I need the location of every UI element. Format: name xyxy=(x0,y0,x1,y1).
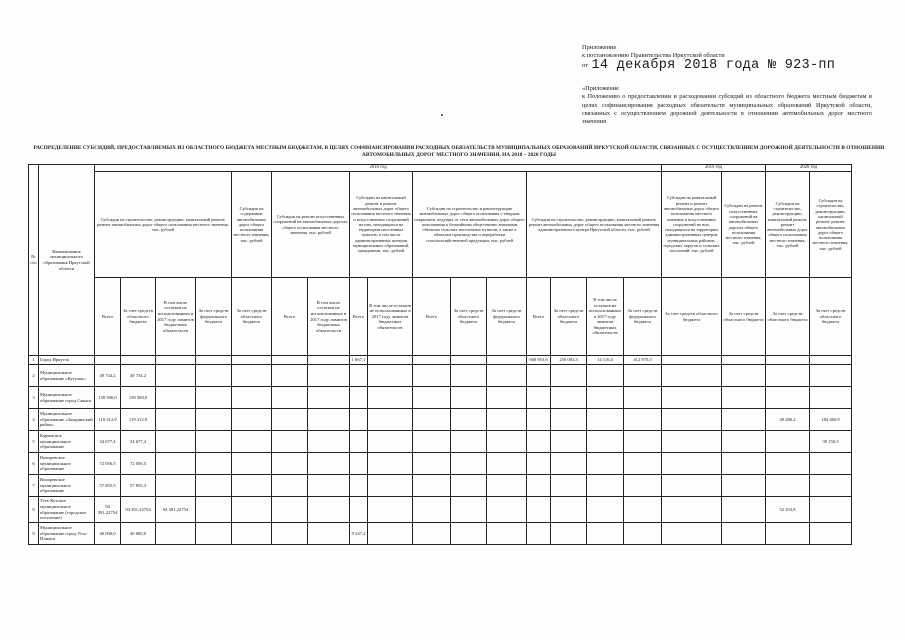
row-value-g6r xyxy=(587,365,624,387)
row-number: 5 xyxy=(29,431,39,453)
row-value-g6f xyxy=(624,497,662,523)
row-value-g6v: 668 953,6 xyxy=(527,356,551,365)
row-value-g3v xyxy=(272,431,308,453)
row-value-g2 xyxy=(232,409,272,431)
row-value-g6o: 256 083,3 xyxy=(551,356,587,365)
row-value-g10 xyxy=(810,523,852,545)
row-value-g2 xyxy=(232,453,272,475)
row-value-g3r xyxy=(308,497,350,523)
row-value-g5v xyxy=(413,523,451,545)
table-row xyxy=(29,431,852,453)
row-value-g6r: 14 116,4 xyxy=(587,356,624,365)
row-value-g3v xyxy=(272,356,308,365)
row-value-g7 xyxy=(662,475,722,497)
sub-oblast: За счет средств областного бюджета xyxy=(121,278,156,356)
row-value-g5o xyxy=(451,431,487,453)
row-value-g4r xyxy=(368,523,413,545)
row-value-g5f xyxy=(487,387,527,409)
row-value-g3r xyxy=(308,409,350,431)
row-value-g4r xyxy=(368,475,413,497)
row-value-g6v xyxy=(527,523,551,545)
row-value-g1f xyxy=(196,365,232,387)
sub-oblast-8: За счет средств областного бюджета xyxy=(722,278,766,356)
row-value-g6o xyxy=(551,523,587,545)
row-value-g7 xyxy=(662,523,722,545)
row-value-g3r xyxy=(308,475,350,497)
row-value-g4r xyxy=(368,365,413,387)
sub-vsego-4: Всего xyxy=(350,278,368,356)
header-group-10: Субсидии на строительство, реконструкцию, капитальный ремонт, ремонт автомобильных дорог общего пользования местного значения, тыс. рублей xyxy=(810,172,852,278)
row-value-g7 xyxy=(662,356,722,365)
sub-vsego-3: Всего xyxy=(272,278,308,356)
row-value-g5f xyxy=(487,523,527,545)
row-value-g7 xyxy=(662,431,722,453)
row-value-g6f xyxy=(624,431,662,453)
row-value-g1f xyxy=(196,523,232,545)
row-value-g2 xyxy=(232,497,272,523)
row-value-g4v xyxy=(350,497,368,523)
row-name: Муниципальное образование город Саянск xyxy=(39,387,95,409)
row-value-g6r xyxy=(587,387,624,409)
row-value-g9 xyxy=(766,431,810,453)
header-group-1: Субсидии на строительство, реконструкцию, капитальный ремонт, ремонт автомобильных дорог общего пользования местного значения, тыс. рублей xyxy=(95,172,232,278)
row-value-g1v: 57 855,3 xyxy=(95,475,121,497)
row-value-g6r xyxy=(587,475,624,497)
table-row xyxy=(29,497,852,523)
row-value-g3v xyxy=(272,409,308,431)
row-value-g5f xyxy=(487,409,527,431)
document-title: РАСПРЕДЕЛЕНИЕ СУБСИДИЙ, ПРЕДОСТАВЛЯЕМЫХ ИЗ ОБЛАСТНОГО БЮДЖЕТА МЕСТНЫМ БЮДЖЕТАМ, В ЦЕЛЯХ СОФИНАНСИРОВАНИЯ РАСХОДНЫХ ОБЯЗАТЕЛЬСТВ МУНИЦИПАЛЬНЫХ ОБРАЗОВАНИЙ ИРКУТСКОЙ ОБЛАСТИ, СВЯЗАННЫХ С ОСУЩЕСТВЛЕНИЕМ ДОРОЖНОЙ ДЕЯТЕЛЬНОСТИ В ОТНОШЕНИИ АВТОМОБИЛЬНЫХ ДОРОГ МЕСТНОГО ЗНАЧЕНИЯ, НА 2018 – 2020 ГОДЫ xyxy=(33,145,885,158)
row-value-g7 xyxy=(662,365,722,387)
row-value-g3r xyxy=(308,365,350,387)
row-value-g1v: 72 056,5 xyxy=(95,453,121,475)
row-number: 3 xyxy=(29,387,39,409)
header-group-8: Субсидии на ремонт искусственных сооружений на автомобильных дорогах общего пользования местного значения, тыс. рублей xyxy=(722,172,766,278)
row-value-g6r xyxy=(587,523,624,545)
row-value-g5o xyxy=(451,356,487,365)
header-year-2019: 2019 год xyxy=(662,165,766,172)
row-value-g4r xyxy=(368,409,413,431)
row-value-g4v xyxy=(350,365,368,387)
sub-vsego-5: Всего xyxy=(413,278,451,356)
row-value-g6f xyxy=(624,365,662,387)
row-value-g5v xyxy=(413,365,451,387)
row-value-g6v xyxy=(527,475,551,497)
row-value-g5o xyxy=(451,387,487,409)
row-value-g6o xyxy=(551,365,587,387)
table-body xyxy=(29,356,852,545)
row-value-g6f xyxy=(624,387,662,409)
row-value-g5o xyxy=(451,365,487,387)
row-value-g9 xyxy=(766,453,810,475)
row-value-g1f xyxy=(196,497,232,523)
row-value-g6r xyxy=(587,497,624,523)
sub-remains-4: В том числе остатков не использованных в 2017 году лимитов бюджетных обязательств xyxy=(368,278,413,356)
speck xyxy=(441,114,443,116)
row-value-g7 xyxy=(662,387,722,409)
row-value-g3v xyxy=(272,523,308,545)
row-value-g8 xyxy=(722,497,766,523)
row-number: 7 xyxy=(29,475,39,497)
row-value-g5f xyxy=(487,356,527,365)
annex-text: к Положению о предоставлении и расходовании субсидий из областного бюджета местным бюджетам в целях софинансирования расходных обязательств муниципальных образований Иркутской области, связанных с осуществлением дорожной деятельности в отношении автомобильных дорог местного значения xyxy=(582,93,872,126)
annex-block xyxy=(582,85,872,126)
sub-oblast-7: За счет средств областного бюджета xyxy=(662,278,722,356)
row-value-g3r xyxy=(308,431,350,453)
header-group-2: Субсидии на содержание автомобильных дорог общего пользования местного значения, тыс. рублей xyxy=(232,172,272,278)
row-value-g10 xyxy=(810,497,852,523)
row-value-g1v: 40 000,0 xyxy=(95,523,121,545)
row-value-g8 xyxy=(722,453,766,475)
row-name: Усть-Кутское муниципальное образование (городское поселение) xyxy=(39,497,95,523)
row-name: Город Иркутск xyxy=(39,356,95,365)
row-value-g6o xyxy=(551,497,587,523)
table-row xyxy=(29,356,852,365)
row-value-g6o xyxy=(551,453,587,475)
row-value-g4v: 9 347,2 xyxy=(350,523,368,545)
table-row xyxy=(29,523,852,545)
row-value-g1v xyxy=(95,356,121,365)
row-name: Карымское муниципальное образование xyxy=(39,431,95,453)
row-value-g9 xyxy=(766,475,810,497)
approval-handwritten-date: 14 декабря 2018 года № 923-пп xyxy=(591,57,836,73)
row-value-g8 xyxy=(722,431,766,453)
approval-line1: Приложение xyxy=(582,44,617,51)
row-value-g4v xyxy=(350,475,368,497)
row-value-g1f xyxy=(196,431,232,453)
row-value-g8 xyxy=(722,356,766,365)
header-group-7: Субсидии на капитальный ремонт и ремонт автомобильных дорог общего пользования местного значения и искусственных сооружений на них, находящихся на территории административных центров муниципальных районов, городских округов и сельских поселений, тыс. рублей xyxy=(662,172,722,278)
row-value-g4r xyxy=(368,387,413,409)
row-value-g4v xyxy=(350,431,368,453)
row-value-g6f xyxy=(624,409,662,431)
row-value-g4r xyxy=(368,431,413,453)
row-value-g1v: 119 312,9 xyxy=(95,409,121,431)
row-value-g1o: 49 734,2 xyxy=(121,365,156,387)
row-value-g5v xyxy=(413,497,451,523)
row-value-g1o: 57 855,3 xyxy=(121,475,156,497)
header-num: № п/п xyxy=(29,165,39,356)
row-name: Муниципальное образование город Усть-Илимск xyxy=(39,523,95,545)
row-value-g2 xyxy=(232,387,272,409)
row-value-g1v: 34 677,4 xyxy=(95,431,121,453)
row-value-g3v xyxy=(272,475,308,497)
row-value-g7 xyxy=(662,409,722,431)
row-value-g8 xyxy=(722,409,766,431)
row-value-g3r xyxy=(308,356,350,365)
approval-block xyxy=(582,44,882,73)
row-value-g1r xyxy=(156,475,196,497)
row-value-g5v xyxy=(413,356,451,365)
row-value-g1f xyxy=(196,475,232,497)
row-value-g10: 184 460,9 xyxy=(810,409,852,431)
row-value-g1r: 94 391,22754 xyxy=(156,497,196,523)
row-value-g2 xyxy=(232,523,272,545)
row-value-g9 xyxy=(766,356,810,365)
row-value-g7 xyxy=(662,497,722,523)
row-value-g6r xyxy=(587,431,624,453)
row-value-g2 xyxy=(232,475,272,497)
row-name: Вихоревское муниципальное образование xyxy=(39,453,95,475)
row-value-g10: 39 150,3 xyxy=(810,431,852,453)
sub-oblast-6: За счет средств областного бюджета xyxy=(551,278,587,356)
row-value-g1v: 49 734,2 xyxy=(95,365,121,387)
row-value-g10 xyxy=(810,387,852,409)
row-value-g1r xyxy=(156,356,196,365)
row-value-g9: 49 286,2 xyxy=(766,409,810,431)
row-value-g1f xyxy=(196,453,232,475)
row-number: 2 xyxy=(29,365,39,387)
row-value-g6f xyxy=(624,475,662,497)
table-row xyxy=(29,475,852,497)
row-value-g5v xyxy=(413,453,451,475)
row-value-g5o xyxy=(451,475,487,497)
table-row xyxy=(29,409,852,431)
row-value-g5v xyxy=(413,409,451,431)
row-value-g4r xyxy=(368,356,413,365)
row-value-g8 xyxy=(722,523,766,545)
row-value-g6o xyxy=(551,431,587,453)
row-value-g4v xyxy=(350,453,368,475)
row-number: 1 xyxy=(29,356,39,365)
row-value-g4v xyxy=(350,387,368,409)
row-name: Вихоревское муниципальное образование xyxy=(39,475,95,497)
row-value-g3v xyxy=(272,387,308,409)
row-value-g5f xyxy=(487,475,527,497)
row-value-g1o: 72 056,5 xyxy=(121,453,156,475)
header-year-2018: 2018 год xyxy=(95,165,662,172)
header-group-3: Субсидии на ремонт искусственных сооружений на автомобильных дорогах общего пользования местного значения, тыс. рублей xyxy=(272,172,350,278)
row-value-g3v xyxy=(272,453,308,475)
row-value-g6v xyxy=(527,409,551,431)
row-name: Муниципальное образование «Заларинский район» xyxy=(39,409,95,431)
row-value-g9 xyxy=(766,365,810,387)
sub-remains-3: В том числе остатков не использованных в 2017 году лимитов бюджетных обязательств xyxy=(308,278,350,356)
annex-label: «Приложение xyxy=(582,85,619,92)
row-value-g6f: 412 870,3 xyxy=(624,356,662,365)
row-value-g4r xyxy=(368,497,413,523)
row-value-g6v xyxy=(527,387,551,409)
row-value-g6v xyxy=(527,453,551,475)
row-value-g1r xyxy=(156,453,196,475)
row-value-g6v xyxy=(527,365,551,387)
approval-from: от xyxy=(582,61,588,69)
table-row xyxy=(29,387,852,409)
row-value-g6o xyxy=(551,475,587,497)
row-value-g6v xyxy=(527,497,551,523)
row-value-g10 xyxy=(810,365,852,387)
header-group-9: Субсидии на строительство, реконструкцию, капитальный ремонт, ремонт автомобильных дорог общего пользования местного значения, тыс. рублей xyxy=(766,172,810,278)
row-value-g8 xyxy=(722,475,766,497)
approval-date-line xyxy=(582,57,882,73)
row-value-g1v: 139 500,0 xyxy=(95,387,121,409)
sub-vsego: Всего xyxy=(95,278,121,356)
row-value-g5f xyxy=(487,431,527,453)
row-value-g5o xyxy=(451,497,487,523)
sub-federal-5: За счет средств федерального бюджета xyxy=(487,278,527,356)
row-value-g1o: 40 000,0 xyxy=(121,523,156,545)
row-value-g6r xyxy=(587,453,624,475)
row-number: 4 xyxy=(29,409,39,431)
row-value-g1v: 94 391,22754 xyxy=(95,497,121,523)
header-name: Наименование муниципального образования Иркутской области xyxy=(39,165,95,356)
row-value-g3r xyxy=(308,453,350,475)
header-group-4: Субсидии на капитальный ремонт и ремонт автомобильных дорог общего пользования местного значения и искусственных сооружений на них, находящихся на территории населенных пунктов, в том числе административных центров муниципальных образований, гражданами, тыс. рублей xyxy=(350,172,413,278)
row-value-g7 xyxy=(662,453,722,475)
sub-federal-6: За счет средств федерального бюджета xyxy=(624,278,662,356)
row-value-g6f xyxy=(624,453,662,475)
row-value-g3v xyxy=(272,497,308,523)
row-value-g1r xyxy=(156,431,196,453)
header-year-2020: 2020 год xyxy=(766,165,852,172)
row-number: 9 xyxy=(29,523,39,545)
row-value-g3v xyxy=(272,365,308,387)
row-value-g5o xyxy=(451,409,487,431)
row-value-g9 xyxy=(766,387,810,409)
row-value-g5f xyxy=(487,365,527,387)
row-value-g1o: 139 500,0 xyxy=(121,387,156,409)
sub-oblast-10: За счет средств областного бюджета xyxy=(810,278,852,356)
table-row xyxy=(29,453,852,475)
row-value-g3r xyxy=(308,523,350,545)
row-value-g1o xyxy=(121,356,156,365)
row-value-g10 xyxy=(810,453,852,475)
row-value-g4r xyxy=(368,453,413,475)
sub-remains-6: В том числе остатков не использованных в 2017 году лимитов бюджетных обязательств xyxy=(587,278,624,356)
row-value-g1r xyxy=(156,409,196,431)
row-value-g6f xyxy=(624,523,662,545)
row-value-g8 xyxy=(722,365,766,387)
approval-line2: к постановлению Правительства Иркутской области xyxy=(582,52,725,60)
row-value-g1o: 119 312,9 xyxy=(121,409,156,431)
row-value-g6r xyxy=(587,409,624,431)
row-value-g1r xyxy=(156,523,196,545)
row-value-g8 xyxy=(722,387,766,409)
header-group-6: Субсидии на строительство, реконструкцию, капитальный ремонт, ремонт автомобильных дорог общего пользования местного значения административного центра Иркутской области, тыс. рублей xyxy=(527,172,662,278)
row-value-g2 xyxy=(232,365,272,387)
header-group-5: Субсидии на строительство и реконструкцию автомобильных дорог общего пользования с твердым покрытием, ведущих от сети автомобильных дорог общего пользования к ближайшим общественно значимым объектам сельских населенных пунктов, а также к объектам производства и переработки сельскохозяйственной продукции, тыс. рублей xyxy=(413,172,527,278)
sub-federal: За счет средств федерального бюджета xyxy=(196,278,232,356)
row-value-g5o xyxy=(451,523,487,545)
row-value-g5f xyxy=(487,497,527,523)
row-value-g1o: 94 391,22754 xyxy=(121,497,156,523)
row-number: 8 xyxy=(29,497,39,523)
subsidy-table xyxy=(28,164,852,545)
sub-remains: В том числе остатков не использованных в 2017 году лимитов бюджетных обязательств xyxy=(156,278,196,356)
row-value-g9 xyxy=(766,523,810,545)
row-value-g5v xyxy=(413,387,451,409)
row-value-g1r xyxy=(156,365,196,387)
row-value-g10 xyxy=(810,475,852,497)
row-value-g1f xyxy=(196,356,232,365)
row-value-g2 xyxy=(232,431,272,453)
row-value-g4v: 1 667,1 xyxy=(350,356,368,365)
row-value-g1o: 34 677,4 xyxy=(121,431,156,453)
row-value-g1f xyxy=(196,409,232,431)
row-value-g2 xyxy=(232,356,272,365)
row-name: Муниципальное образование «Кутулик» xyxy=(39,365,95,387)
row-value-g6v xyxy=(527,431,551,453)
row-value-g5f xyxy=(487,453,527,475)
row-value-g5o xyxy=(451,453,487,475)
row-value-g3r xyxy=(308,387,350,409)
row-value-g5v xyxy=(413,475,451,497)
row-value-g1r xyxy=(156,387,196,409)
table-row xyxy=(29,365,852,387)
sub-oblast-2: За счет средств областного бюджета xyxy=(232,278,272,356)
row-value-g6o xyxy=(551,409,587,431)
row-value-g10 xyxy=(810,356,852,365)
row-value-g9: 52 253,8 xyxy=(766,497,810,523)
row-value-g1f xyxy=(196,387,232,409)
row-value-g6o xyxy=(551,387,587,409)
row-value-g5v xyxy=(413,431,451,453)
row-value-g4v xyxy=(350,409,368,431)
row-number: 6 xyxy=(29,453,39,475)
sub-oblast-5: За счет средств областного бюджета xyxy=(451,278,487,356)
sub-oblast-9: За счет средств областного бюджета xyxy=(766,278,810,356)
sub-vsego-6: Всего xyxy=(527,278,551,356)
